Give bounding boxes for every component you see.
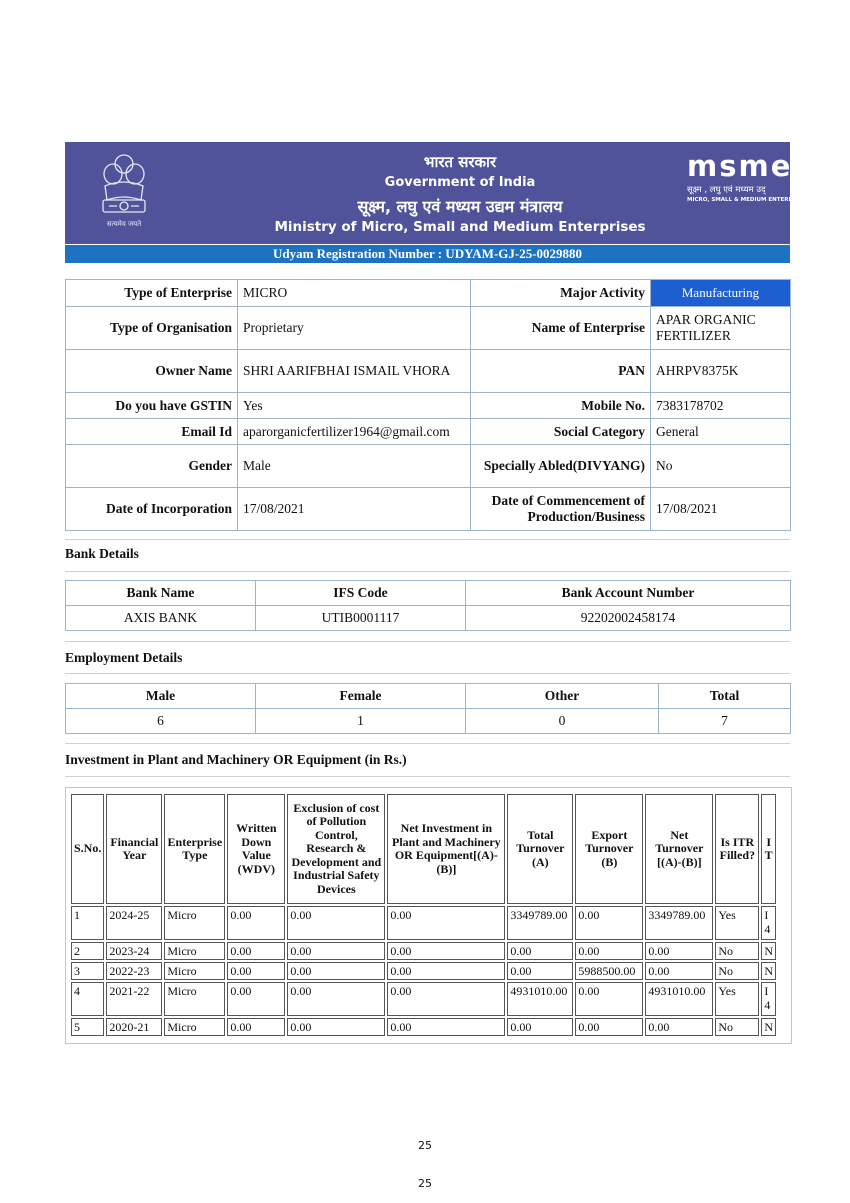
cell: 0.00 — [227, 982, 285, 1016]
owner-name-label: Owner Name — [66, 350, 238, 393]
cell: No — [715, 942, 759, 960]
table-row — [66, 445, 791, 488]
table-row — [66, 709, 791, 734]
cell: N — [761, 962, 776, 980]
cell: 0.00 — [227, 942, 285, 960]
cell: N — [761, 1018, 776, 1036]
national-emblem-icon — [93, 150, 155, 234]
cell: No — [715, 962, 759, 980]
bank-name-cell: AXIS BANK — [66, 606, 256, 631]
investment-title: Investment in Plant and Machinery OR Equipment (in Rs.) — [65, 752, 407, 767]
msme-logo-text: msme — [687, 149, 793, 183]
gender-value: Male — [238, 445, 471, 488]
cell: Yes — [715, 982, 759, 1016]
male-count: 6 — [66, 709, 256, 734]
table-header-row — [66, 684, 791, 709]
cell: Micro — [164, 906, 225, 940]
commencement-date-label: Date of Commencement of Production/Business — [471, 488, 651, 531]
type-org-value: Proprietary — [238, 307, 471, 350]
cell: 2022-23 — [106, 962, 162, 980]
incorporation-date-label: Date of Incorporation — [66, 488, 238, 531]
cell: 0.00 — [287, 1018, 385, 1036]
table-row — [71, 942, 776, 960]
msme-logo — [687, 150, 807, 203]
cell: 0.00 — [287, 942, 385, 960]
other-count: 0 — [466, 709, 659, 734]
cell: 0.00 — [287, 982, 385, 1016]
table-row — [71, 962, 776, 980]
account-number-cell: 92202002458174 — [466, 606, 791, 631]
government-banner — [65, 142, 803, 244]
msme-logo-hindi: सूक्ष्म , लघु एवं मध्यम उद् — [687, 185, 766, 195]
gstin-label: Do you have GSTIN — [66, 393, 238, 419]
table-row — [66, 350, 791, 393]
cell: No — [715, 1018, 759, 1036]
table-row — [66, 280, 791, 307]
bank-name-header: Bank Name — [66, 581, 256, 606]
cell: 3349789.00 — [507, 906, 573, 940]
table-row — [66, 488, 791, 531]
cell: Micro — [164, 1018, 225, 1036]
cell: 0.00 — [575, 906, 643, 940]
ifs-code-cell: UTIB0001117 — [256, 606, 466, 631]
exclusion-cost-header: Exclusion of cost of Pollution Control, Research & Development and Industrial Safety Devices — [287, 794, 385, 904]
page-number: 25 — [418, 1139, 432, 1152]
cell: 0.00 — [645, 962, 713, 980]
incorporation-date-value: 17/08/2021 — [238, 488, 471, 531]
cell: Micro — [164, 962, 225, 980]
cell: I 4 — [761, 906, 776, 940]
cell: Micro — [164, 942, 225, 960]
social-category-value: General — [651, 419, 791, 445]
cell: 0.00 — [645, 1018, 713, 1036]
udyam-registration-bar: Udyam Registration Number : UDYAM-GJ-25-0029880 — [65, 245, 790, 263]
investment-table-container — [65, 787, 792, 1044]
cell: I 4 — [761, 982, 776, 1016]
enterprise-name-value: APAR ORGANIC FERTILIZER — [651, 307, 791, 350]
table-row — [71, 982, 776, 1016]
other-header: Other — [466, 684, 659, 709]
table-header-row — [66, 581, 791, 606]
cell: 0.00 — [645, 942, 713, 960]
mobile-label: Mobile No. — [471, 393, 651, 419]
cell: 0.00 — [387, 906, 505, 940]
cell: 0.00 — [507, 942, 573, 960]
social-category-label: Social Category — [471, 419, 651, 445]
female-header: Female — [256, 684, 466, 709]
pan-label: PAN — [471, 350, 651, 393]
ifs-code-header: IFS Code — [256, 581, 466, 606]
hindi-ministry-title: सूक्ष्म, लघु एवं मध्यम उद्यम मंत्रालय — [357, 197, 563, 216]
cell: 0.00 — [287, 962, 385, 980]
cell: 1 — [71, 906, 104, 940]
financial-year-header: Financial Year — [106, 794, 162, 904]
hindi-government-title: भारत सरकार — [423, 153, 497, 171]
cell: 2020-21 — [106, 1018, 162, 1036]
bank-details-title: Bank Details — [65, 546, 139, 561]
cell: 0.00 — [387, 982, 505, 1016]
total-header: Total — [659, 684, 791, 709]
ministry-title: Ministry of Micro, Small and Medium Enterprises — [274, 219, 646, 235]
divider — [65, 641, 790, 642]
enterprise-name-label: Name of Enterprise — [471, 307, 651, 350]
employment-table — [65, 683, 791, 734]
cell: 3349789.00 — [645, 906, 713, 940]
divider — [65, 776, 790, 777]
divider — [65, 673, 790, 674]
table-row — [71, 1018, 776, 1036]
cell: 0.00 — [575, 982, 643, 1016]
itr-filled-header: Is ITR Filled? — [715, 794, 759, 904]
account-number-header: Bank Account Number — [466, 581, 791, 606]
cell: 4931010.00 — [645, 982, 713, 1016]
cell: 0.00 — [507, 962, 573, 980]
wdv-header: Written Down Value (WDV) — [227, 794, 285, 904]
emblem-caption: सत्यमेव जयते — [106, 220, 142, 228]
owner-name-value: SHRI AARIFBHAI ISMAIL VHORA — [238, 350, 471, 393]
type-enterprise-value: MICRO — [238, 280, 471, 307]
net-investment-header: Net Investment in Plant and Machinery OR Equipment[(A)-(B)] — [387, 794, 505, 904]
specially-abled-label: Specially Abled(DIVYANG) — [471, 445, 651, 488]
cell: 2023-24 — [106, 942, 162, 960]
cell: 0.00 — [575, 942, 643, 960]
table-row — [66, 307, 791, 350]
female-count: 1 — [256, 709, 466, 734]
mobile-value: 7383178702 — [651, 393, 791, 419]
employment-details-title: Employment Details — [65, 650, 183, 665]
cell: Micro — [164, 982, 225, 1016]
table-header-row — [71, 794, 776, 904]
table-row — [71, 906, 776, 940]
cell: 2024-25 — [106, 906, 162, 940]
cell: 0.00 — [387, 1018, 505, 1036]
type-enterprise-label: Type of Enterprise — [66, 280, 238, 307]
net-turnover-header: Net Turnover [(A)-(B)] — [645, 794, 713, 904]
cell: 4 — [71, 982, 104, 1016]
cell: 2 — [71, 942, 104, 960]
cell: 0.00 — [227, 1018, 285, 1036]
enterprise-info-table — [65, 279, 791, 531]
pan-value: AHRPV8375K — [651, 350, 791, 393]
cell: 0.00 — [287, 906, 385, 940]
email-value: aparorganicfertilizer1964@gmail.com — [238, 419, 471, 445]
investment-table — [69, 792, 778, 1038]
cell: 2021-22 — [106, 982, 162, 1016]
male-header: Male — [66, 684, 256, 709]
cell: 4931010.00 — [507, 982, 573, 1016]
type-org-label: Type of Organisation — [66, 307, 238, 350]
cell: 0.00 — [575, 1018, 643, 1036]
cell: Yes — [715, 906, 759, 940]
total-turnover-header: Total Turnover (A) — [507, 794, 573, 904]
divider — [65, 571, 790, 572]
table-row — [66, 393, 791, 419]
specially-abled-value: No — [651, 445, 791, 488]
enterprise-type-header: Enterprise Type — [164, 794, 225, 904]
table-row — [66, 606, 791, 631]
gender-label: Gender — [66, 445, 238, 488]
cell: N — [761, 942, 776, 960]
divider — [65, 743, 790, 744]
cell: 0.00 — [227, 962, 285, 980]
divider — [65, 539, 790, 540]
major-activity-value: Manufacturing — [651, 280, 791, 307]
cell: 0.00 — [507, 1018, 573, 1036]
major-activity-label: Major Activity — [471, 280, 651, 307]
total-count: 7 — [659, 709, 791, 734]
cell: 0.00 — [387, 942, 505, 960]
export-turnover-header: Export Turnover (B) — [575, 794, 643, 904]
msme-logo-english: MICRO, SMALL & MEDIUM ENTERPRIS — [687, 197, 803, 203]
cell: 5988500.00 — [575, 962, 643, 980]
commencement-date-value: 17/08/2021 — [651, 488, 791, 531]
email-label: Email Id — [66, 419, 238, 445]
page-number-footer: 25 — [418, 1177, 432, 1190]
government-title: Government of India — [384, 175, 536, 190]
bank-details-table — [65, 580, 791, 631]
cell: 0.00 — [387, 962, 505, 980]
sno-header: S.No. — [71, 794, 104, 904]
gstin-value: Yes — [238, 393, 471, 419]
itr-type-header: I T — [761, 794, 776, 904]
cell: 5 — [71, 1018, 104, 1036]
cell: 3 — [71, 962, 104, 980]
cell: 0.00 — [227, 906, 285, 940]
table-row — [66, 419, 791, 445]
